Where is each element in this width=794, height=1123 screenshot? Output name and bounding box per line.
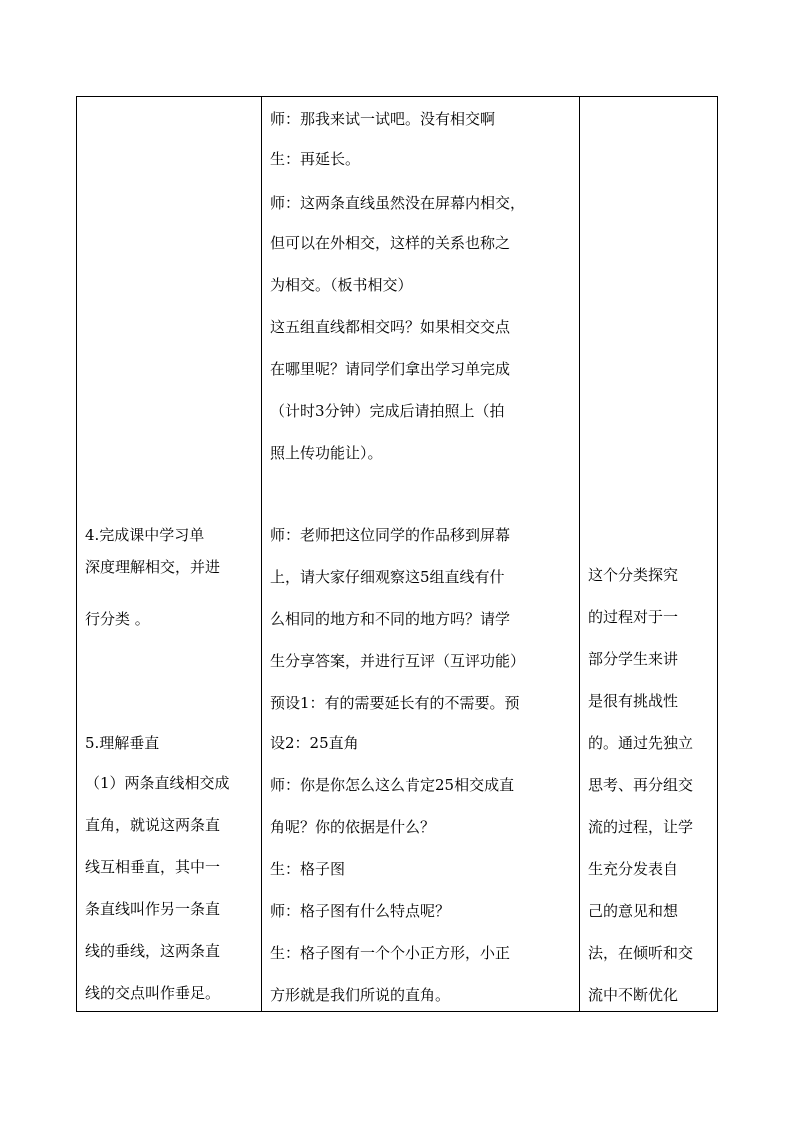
column-divider-1 (261, 97, 262, 1011)
dialogue-line: 么相同的地方和不同的地方吗？请学 (270, 610, 511, 628)
left-line: 线的垂线，这两条直 (85, 942, 221, 960)
dialogue-line: 角呢？你的依据是什么？ (270, 818, 436, 836)
dialogue-line: 师：格子图有什么特点呢？ (270, 902, 451, 920)
left-line: 5.理解垂直 (85, 734, 160, 752)
dialogue-line: 这五组直线都相交吗？如果相交交点 (270, 318, 511, 336)
dialogue-line: 在哪里呢？请同学们拿出学习单完成 (270, 360, 511, 378)
lesson-plan-table (76, 96, 718, 1012)
note-line: 是很有挑战性 (588, 692, 679, 710)
note-line: 流的过程，让学 (588, 818, 694, 836)
dialogue-line: 上，请大家仔细观察这5组直线有什 (270, 568, 505, 586)
dialogue-line: 预设1：有的需要延长有的不需要。预 (270, 694, 520, 712)
note-line: 法，在倾听和交 (588, 944, 694, 962)
note-line: 己的意见和想 (588, 902, 679, 920)
dialogue-line: 师：你是你怎么这么肯定25相交成直 (270, 776, 515, 794)
dialogue-line: 照上传功能让）。 (270, 444, 383, 462)
dialogue-line: 师：老师把这位同学的作品移到屏幕 (270, 526, 511, 544)
column-divider-2 (579, 97, 580, 1011)
dialogue-line: 方形就是我们所说的直角。 (270, 986, 451, 1004)
left-line: 直角，就说这两条直 (85, 816, 221, 834)
left-line: 条直线叫作另一条直 (85, 900, 221, 918)
dialogue-line: 生：格子图有一个个小正方形，小正 (270, 944, 511, 962)
dialogue-line: 师：这两条直线虽然没在屏幕内相交， (270, 194, 526, 212)
dialogue-line: 生分享答案，并进行互评（互评功能） (270, 652, 526, 670)
note-line: 这个分类探究 (588, 566, 679, 584)
left-line: （1）两条直线相交成 (85, 774, 230, 792)
left-line: 线的交点叫作垂足。 (85, 984, 221, 1002)
left-line: 深度理解相交，并进 (85, 558, 221, 576)
dialogue-line: 为相交。（板书相交） (270, 276, 413, 294)
left-line: 4.完成课中学习单 (85, 526, 205, 544)
left-line: 行分类 。 (85, 610, 150, 628)
dialogue-line: 但可以在外相交，这样的关系也称之 (270, 234, 511, 252)
note-line: 思考、再分组交 (588, 776, 694, 794)
left-line: 线互相垂直，其中一 (85, 858, 221, 876)
dialogue-line: 生：格子图 (270, 860, 346, 878)
dialogue-line: （计时3分钟）完成后请拍照上（拍 (270, 402, 505, 420)
dialogue-line: 设2：25直角 (270, 734, 359, 752)
note-line: 流中不断优化 (588, 986, 679, 1004)
note-line: 的过程对于一 (588, 608, 679, 626)
note-line: 部分学生来讲 (588, 650, 679, 668)
dialogue-line: 师：那我来试一试吧。没有相交啊 (270, 110, 496, 128)
dialogue-line: 生：再延长。 (270, 150, 361, 168)
note-line: 的。通过先独立 (588, 734, 694, 752)
note-line: 生充分发表自 (588, 860, 679, 878)
